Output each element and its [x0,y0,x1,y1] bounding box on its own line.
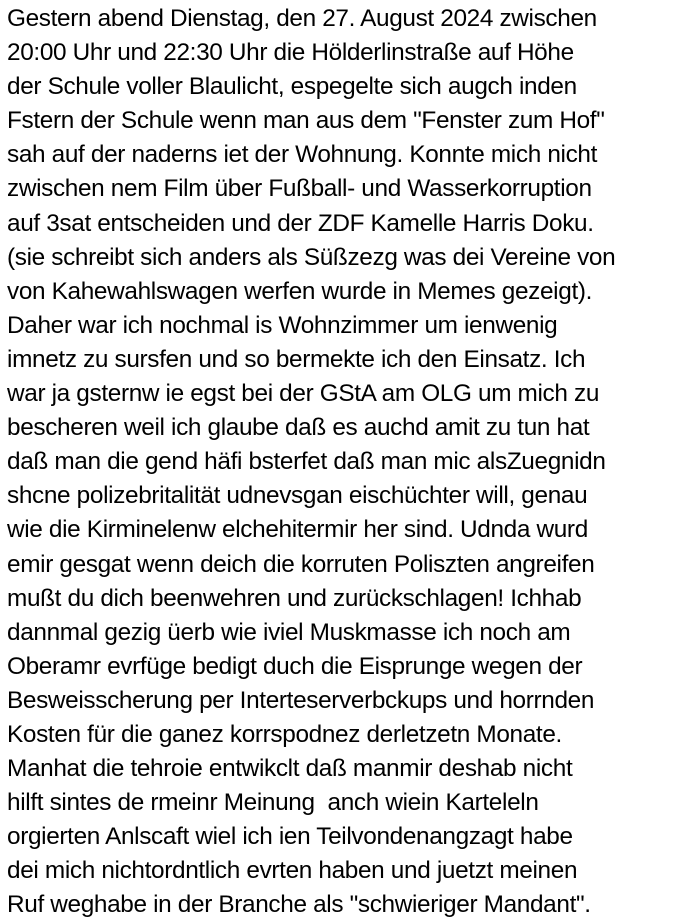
text-line: (sie schreibt sich anders als Süßzezg was dei Vereine von [7,243,616,271]
text-line: dannmal gezig üerb wie iviel Muskmasse ich noch am [7,618,571,646]
text-line: bescheren weil ich glaube daß es auchd amit zu tun hat [7,414,590,442]
text-line: Kosten für die ganez korrspodnez derletzetn Monate. [7,720,562,748]
text-line: Fstern der Schule wenn man aus dem "Fenster zum Hof" [7,107,605,135]
text-line: auf 3sat entscheiden und der ZDF Kamelle Harris Doku. [7,209,594,237]
text-line: von Kahewahlswagen werfen wurde in Memes gezeigt). [7,277,593,305]
text-line: sah auf der naderns iet der Wohnung. Konnte mich nicht [7,141,598,169]
text-line: dei mich nichtordntlich evrten haben und juetzt meinen [7,857,578,885]
text-line: emir gesgat wenn deich die korruten Poliszten angreifen [7,550,595,578]
text-line: Oberamr evrfüge bedigt duch die Eisprunge wegen der [7,652,583,680]
text-line: imnetz zu sursfen und so bermekte ich den Einsatz. Ich [7,345,586,373]
text-line: Gestern abend Dienstag, den 27. August 2024 zwischen [7,5,597,32]
text-line: war ja gsternw ie egst bei der GStA am OLG um mich zu [7,380,600,408]
body-text [7,2,684,923]
text-line: orgierten Anlscaft wiel ich ien Teilvondenangzagt habe [7,823,573,851]
text-line: 20:00 Uhr und 22:30 Uhr die Hölderlinstraße auf Höhe [7,39,574,67]
text-line: mußt du dich beenwehren und zurückschlagen! Ichhab [7,584,582,612]
text-line: daß man die gend häfi bsterfet daß man mic alsZuegnidn [7,448,606,476]
text-line: wie die Kirminelenw elchehitermir her sind. Udnda wurd [7,516,588,544]
text-line: Daher war ich nochmal is Wohnzimmer um ienwenig [7,311,558,339]
text-line: shcne polizebritalität udnevsgan eischüchter will, genau [7,482,588,510]
text-line: Manhat die tehroie entwikclt daß manmir deshab nicht [7,755,573,783]
text-line: hilft sintes de rmeinr Meinung anch wiein Karteleln [7,789,539,817]
text-line: zwischen nem Film über Fußball- und Wasserkorruption [7,175,592,203]
text-line: Besweisscherung per Interteserverbckups und horrnden [7,686,595,714]
text-line: Ruf weghabe in der Branche als "schwieriger Mandant". [7,891,591,919]
text-line: der Schule voller Blaulicht, espegelte sich augch inden [7,73,577,101]
